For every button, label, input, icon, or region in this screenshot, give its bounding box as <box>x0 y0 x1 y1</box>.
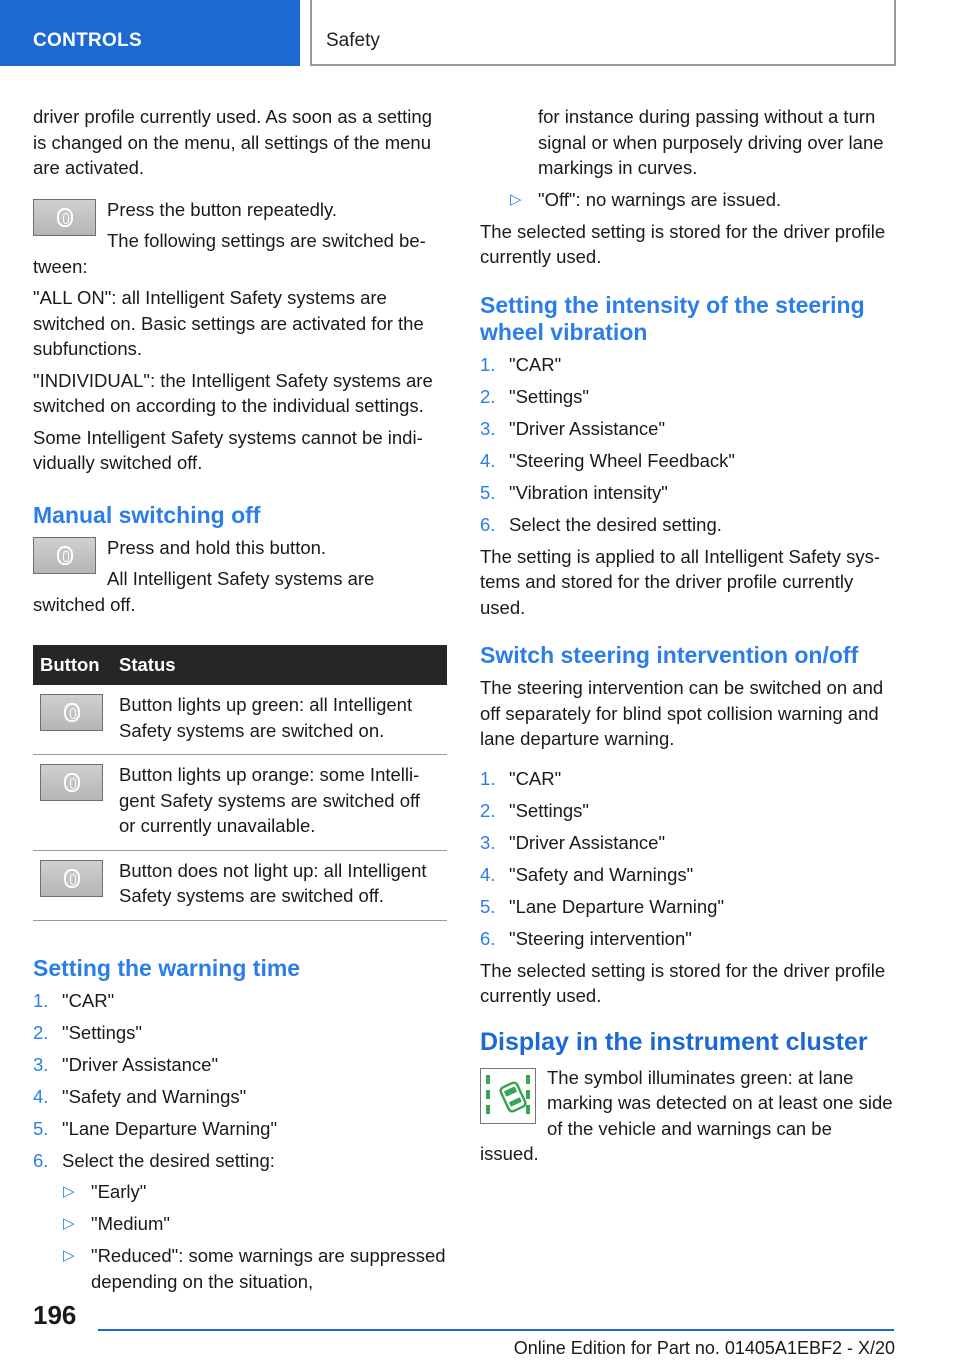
button-status-table <box>33 645 447 921</box>
triangle-bullet-icon: ▷ <box>63 1183 75 1200</box>
list-item: 5. "Lane Departure Warning" <box>480 895 725 917</box>
list-item: 3. "Driver Assistance" <box>480 417 666 439</box>
list-item: 3. "Driver Assistance" <box>33 1053 219 1075</box>
list-item: ▷ "Off": no warnings are issued. <box>509 187 894 213</box>
table-header-status: Status <box>112 645 447 685</box>
list-item: 5. "Vibration intensity" <box>480 481 668 503</box>
warning-options-list <box>62 1179 447 1294</box>
reduced-continued: for instance during passing without a turn signal or when purposely driving over lane markings in curves. <box>538 106 884 178</box>
page-header <box>0 0 960 66</box>
display-block <box>480 1065 894 1173</box>
intro-paragraph: driver profile currently used. As soon as a setting is changed on the menu, all settings of the menu are activated. <box>33 106 432 178</box>
stored-paragraph-2: The selected setting is stored for the driver profile currently used. <box>480 959 886 1006</box>
right-column <box>480 104 894 1173</box>
list-item: 4. "Safety and Warnings" <box>480 863 694 885</box>
warning-steps-list <box>33 988 447 1295</box>
safety-button-off-icon <box>40 860 103 897</box>
steering-intro-paragraph: The steering intervention can be switched on and off separately for blind spot collision warning and lane departure warning. <box>480 677 884 749</box>
all-on-paragraph: "ALL ON": all Intelligent Safety systems are switched on. Basic settings are activated for the subfunctions. <box>33 287 424 359</box>
list-item: 4. "Safety and Warnings" <box>33 1085 247 1107</box>
safety-button-orange-icon <box>40 764 103 801</box>
section-label: CONTROLS <box>33 30 143 51</box>
triangle-bullet-icon: ▷ <box>63 1247 75 1264</box>
safety-button-icon <box>33 199 96 236</box>
list-item: 4. "Steering Wheel Feedback" <box>480 449 736 471</box>
list-item: 5. "Lane Departure Warning" <box>33 1117 278 1139</box>
footer-divider <box>98 1329 894 1331</box>
all-off-text: All Intelligent Safety systems are switched off. <box>33 568 375 615</box>
some-paragraph: Some Intelligent Safety systems cannot be individually switched off. <box>33 426 423 473</box>
list-item: 2. "Settings" <box>480 385 589 407</box>
display-instrument-heading: Display in the instrument cluster <box>480 1027 868 1056</box>
list-item: ▷ "Medium" <box>62 1211 447 1237</box>
press-hold-text: Press and hold this button. <box>107 536 327 558</box>
table-cell-status: Button does not light up: all Intelligent Safety systems are switched off. <box>112 850 447 920</box>
steering-intervention-heading: Switch steering intervention on/off <box>480 642 859 668</box>
intensity-steps-list <box>480 352 894 538</box>
steering-steps-list <box>480 766 894 952</box>
section-tab <box>0 0 300 66</box>
table-cell-status: Button lights up green: all Intelligent Safety systems are switched on. <box>112 685 447 755</box>
footer-edition: Online Edition for Part no. 01405A1EBF2 - X/20 <box>513 1338 895 1358</box>
list-item: 6. "Steering intervention" <box>480 927 692 949</box>
chapter-title: Safety <box>326 30 380 51</box>
press-repeat-block <box>33 197 447 286</box>
safety-button-icon <box>33 537 96 574</box>
table-header-button: Button <box>33 645 112 685</box>
safety-button-green-icon <box>40 694 103 731</box>
applied-paragraph: The setting is applied to all Intelligent Safety systems and stored for the driver profile currently used. <box>480 545 881 618</box>
triangle-bullet-icon: ▷ <box>63 1215 75 1232</box>
intensity-heading: Setting the intensity of the steering wheel vibration <box>480 291 865 345</box>
table-row <box>33 850 447 920</box>
list-item: 6. Select the desired setting. <box>480 513 722 535</box>
display-text: The symbol illuminates green: at lane marking was detected on at least one side of the vehicle and warnings can be issued. <box>480 1066 893 1164</box>
list-item: 1. "CAR" <box>480 353 562 375</box>
off-option-list <box>480 187 894 213</box>
individual-paragraph: "INDIVIDUAL": the Intelligent Safety systems are switched on according to the individual settings. <box>33 369 433 416</box>
page-number: 196 <box>33 1300 77 1330</box>
list-item: ▷ "Early" <box>62 1179 447 1205</box>
list-item: 2. "Settings" <box>33 1021 142 1043</box>
list-item: 2. "Settings" <box>480 799 589 821</box>
triangle-bullet-icon: ▷ <box>510 190 522 208</box>
table-cell-status: Button lights up orange: some Intelligent Safety systems are switched off or currently unavailable. <box>112 755 447 851</box>
stored-paragraph: The selected setting is stored for the driver profile currently used. <box>480 220 886 267</box>
list-item: 6. Select the desired setting: ▷ "Early" ▷ "Medium" ▷ "Reduced": some warnings are suppressed depending on the situation, <box>33 1148 447 1295</box>
chapter-tab <box>310 0 896 66</box>
table-row <box>33 685 447 755</box>
press-hold-block <box>33 535 447 624</box>
warning-time-heading: Setting the warning time <box>33 954 301 981</box>
left-column <box>33 104 447 1301</box>
list-item: 3. "Driver Assistance" <box>480 831 666 853</box>
manual-switching-heading: Manual switching off <box>33 501 261 528</box>
lane-departure-icon <box>480 1068 536 1124</box>
list-item: 1. "CAR" <box>33 989 115 1011</box>
table-row <box>33 755 447 851</box>
following-text: The following settings are switched between: <box>33 230 426 277</box>
list-item: 1. "CAR" <box>480 767 562 789</box>
list-item: ▷ "Reduced": some warnings are suppressed depending on the situation, <box>63 1245 446 1292</box>
press-repeat-text: Press the button repeatedly. <box>107 198 338 220</box>
